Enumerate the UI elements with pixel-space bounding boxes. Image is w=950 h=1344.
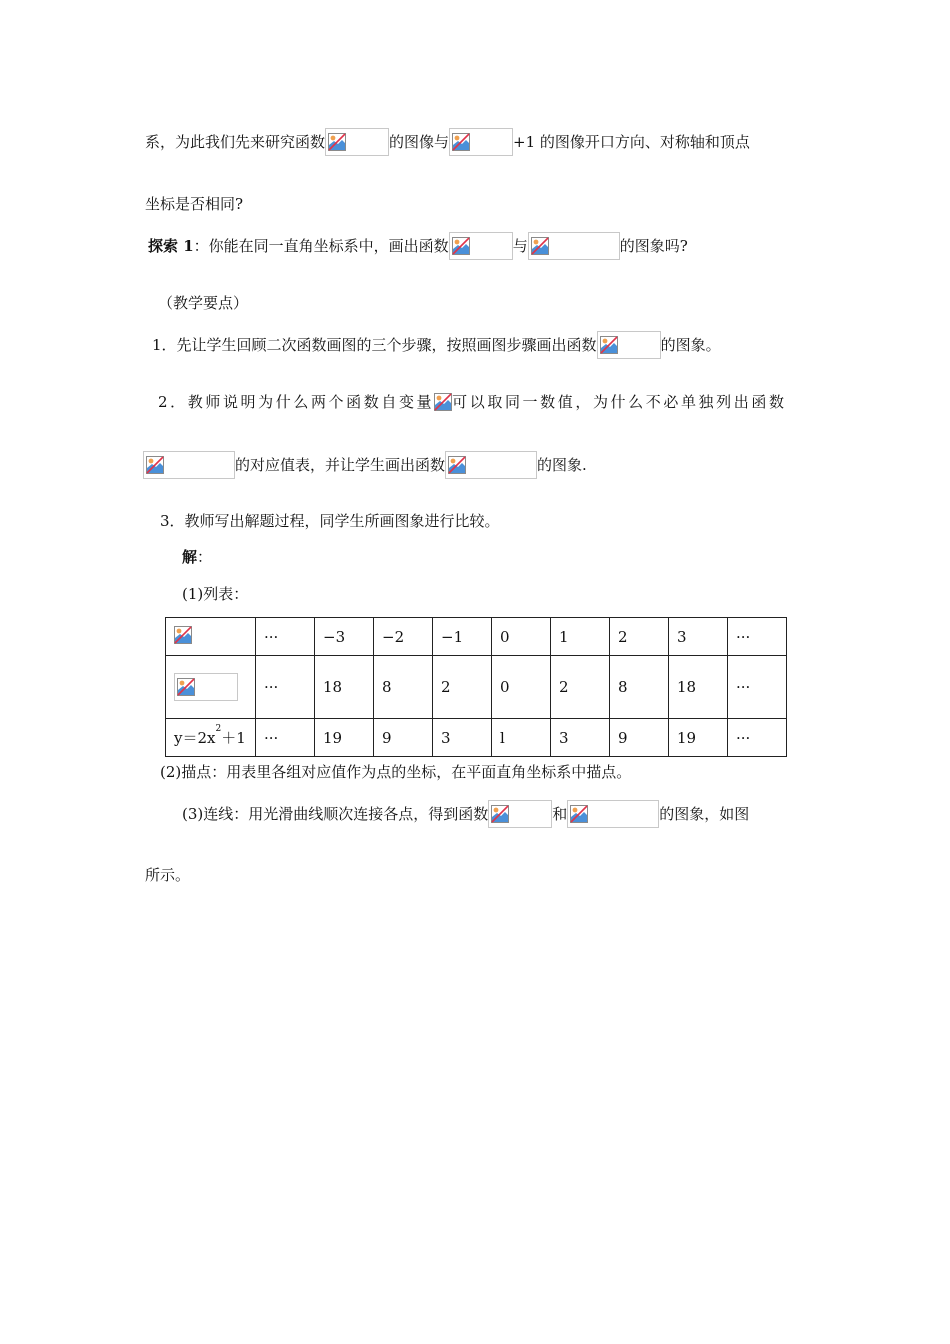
broken-image-icon — [146, 456, 164, 474]
step-3 — [160, 510, 500, 531]
broken-image-icon — [177, 678, 195, 696]
formula-image-5 — [597, 331, 661, 359]
step-1-text-2: 的图象。 — [660, 336, 721, 354]
step-3-num: 3． — [160, 512, 185, 530]
solution — [182, 546, 212, 567]
table-cell-x-label — [166, 618, 256, 656]
table-cell: ··· — [728, 656, 787, 719]
table-cell: ··· — [256, 656, 315, 719]
step-2-line-2 — [143, 451, 587, 479]
intro-text-4: 坐标是否相同? — [145, 195, 244, 213]
solution-colon: ： — [197, 548, 213, 566]
formula-image-7 — [445, 451, 537, 479]
intro-line-2 — [145, 193, 243, 214]
step-2-text-4: 的图象. — [537, 456, 587, 474]
teaching-points — [158, 292, 248, 313]
step-1 — [152, 331, 721, 359]
connect-text-3: 的图象，如图 — [659, 805, 750, 823]
table-cell: 3 — [551, 719, 610, 757]
formula-image-9 — [488, 800, 552, 828]
connect-line-1 — [182, 800, 749, 828]
table-row — [166, 656, 787, 719]
intro-text-3: +1 的图像开口方向、对称轴和顶点 — [513, 133, 750, 151]
formula-image-1 — [325, 128, 389, 156]
table-cell: ··· — [728, 618, 787, 656]
step-3-text: 教师写出解题过程，同学生所画图象进行比较。 — [184, 512, 500, 530]
table-cell: −2 — [374, 618, 433, 656]
step-2-num: 2． — [158, 393, 188, 411]
explore-text-2: 与 — [512, 237, 528, 255]
connect-text-1: (3)连线：用光滑曲线顺次连接各点，得到函数 — [182, 805, 489, 823]
formula-image-10 — [567, 800, 659, 828]
table-cell: 9 — [610, 719, 669, 757]
explore-text-3: 的图象吗? — [619, 237, 688, 255]
table-cell: 0 — [492, 618, 551, 656]
explore-line — [148, 232, 688, 260]
formula-image-2 — [449, 128, 513, 156]
broken-image-icon — [600, 336, 618, 354]
step-1-num: 1． — [152, 336, 177, 354]
formula-image-8 — [174, 673, 238, 701]
table-cell: 3 — [669, 618, 728, 656]
formula-image-3 — [449, 232, 513, 260]
broken-image-icon — [570, 805, 588, 823]
broken-image-icon — [174, 626, 192, 644]
broken-image-icon — [531, 237, 549, 255]
table-cell: 9 — [374, 719, 433, 757]
table-cell: ··· — [256, 618, 315, 656]
broken-image-icon — [452, 133, 470, 151]
list-label-text: (1)列表： — [182, 585, 249, 603]
table-row — [166, 618, 787, 656]
table-cell: 18 — [315, 656, 374, 719]
broken-image-icon — [491, 805, 509, 823]
solution-label: 解 — [182, 548, 198, 566]
connect-text-2: 和 — [552, 805, 568, 823]
broken-image-icon — [434, 393, 452, 411]
plot-points-text: (2)描点：用表里各组对应值作为点的坐标，在平面直角坐标系中描点。 — [160, 763, 632, 781]
table-cell: 2 — [433, 656, 492, 719]
table-cell: 8 — [374, 656, 433, 719]
table-cell: 8 — [610, 656, 669, 719]
intro-text-2: 的图像与 — [389, 133, 450, 151]
table-cell: 3 — [433, 719, 492, 757]
value-table — [165, 617, 787, 757]
table-cell-y2-label: $y=2x^2+1$ — [166, 719, 256, 757]
table-cell: 2 — [610, 618, 669, 656]
table-cell: ··· — [728, 719, 787, 757]
table-cell-y1-label — [166, 656, 256, 719]
step-2-line-1 — [158, 391, 787, 412]
explore-text-1: ：你能在同一直角坐标系中，画出函数 — [193, 237, 449, 255]
table-cell: 18 — [669, 656, 728, 719]
plot-points — [160, 761, 631, 782]
table-cell: −3 — [315, 618, 374, 656]
broken-image-icon — [448, 456, 466, 474]
step-1-text-1: 先让学生回顾二次函数画图的三个步骤，按照画图步骤画出函数 — [176, 336, 597, 354]
table-cell: l — [492, 719, 551, 757]
table-row — [166, 719, 787, 757]
list-label — [182, 583, 248, 604]
table-cell: 2 — [551, 656, 610, 719]
table-cell: 1 — [551, 618, 610, 656]
broken-image-icon — [452, 237, 470, 255]
formula-image-6 — [143, 451, 235, 479]
step-2-text-1: 教师说明为什么两个函数自变量 — [187, 393, 435, 411]
table-cell: 19 — [669, 719, 728, 757]
table-cell: −1 — [433, 618, 492, 656]
table-cell: 0 — [492, 656, 551, 719]
table-cell: 19 — [315, 719, 374, 757]
connect-line-2 — [145, 864, 190, 885]
explore-label: 探索 1 — [148, 237, 194, 255]
broken-image-icon — [328, 133, 346, 151]
step-2-text-2: 可以取同一数值，为什么不必单独列出函数 — [452, 393, 787, 411]
step-2-text-3: 的对应值表，并让学生画出函数 — [235, 456, 446, 474]
intro-line-1 — [145, 128, 750, 156]
teaching-points-text: （教学要点） — [158, 294, 249, 312]
formula-image-4 — [528, 232, 620, 260]
connect-text-4: 所示。 — [145, 866, 191, 884]
intro-text-1: 系，为此我们先来研究函数 — [145, 133, 326, 151]
table-cell: ··· — [256, 719, 315, 757]
